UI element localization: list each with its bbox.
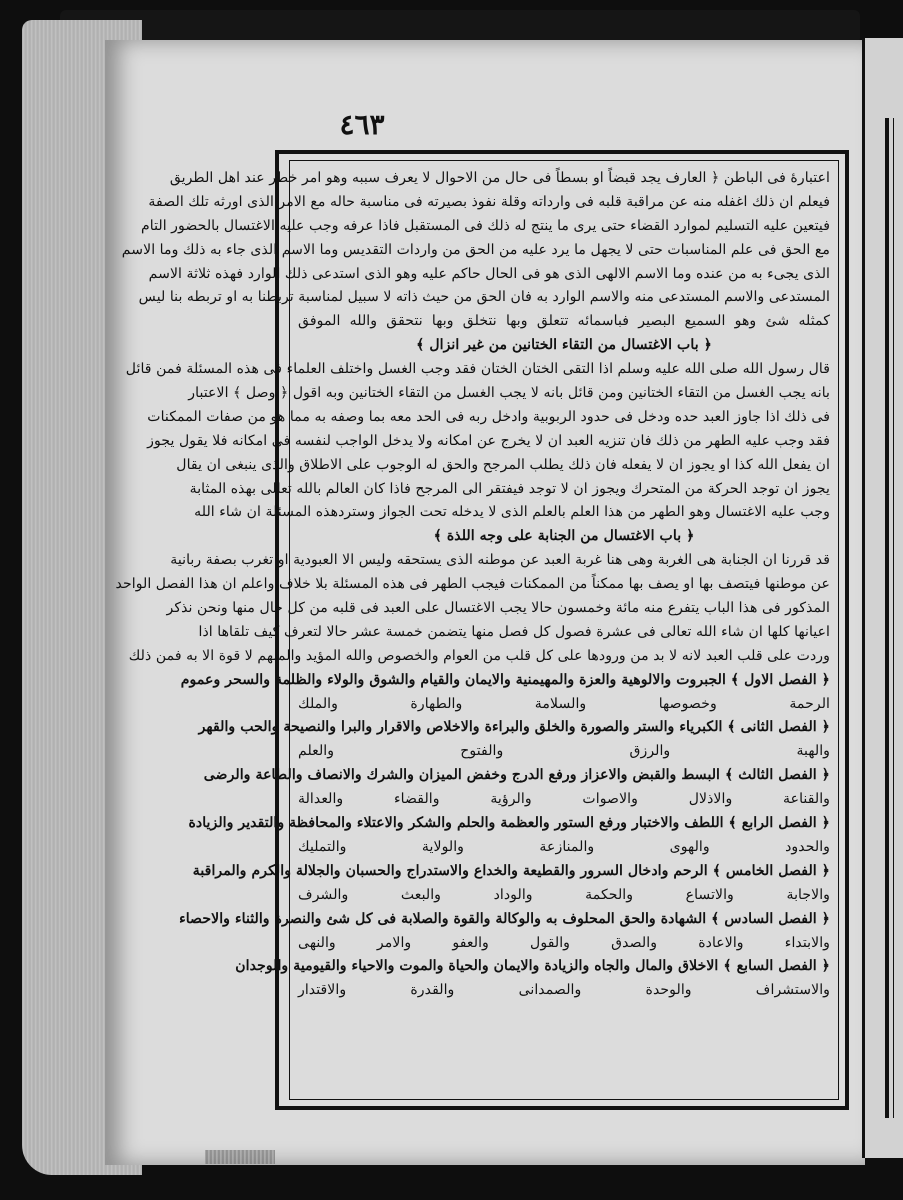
text-line: كمثله شئ وهو السميع البصير فباسمائه تتعلق وبها نتخلق وبها نتحقق والله الموفق	[298, 313, 830, 330]
book-spine-shadow	[60, 10, 860, 44]
text-line: والابتداء والاعادة والصدق والقول والعفو والامر والنهى	[298, 934, 830, 951]
text-line: فيعلم ان ذلك اغفله منه عن مراقبة قلبه فى وارداته وقلة نفوذ بصيرته فى مناسبة حاله مع الامر الذى اورثه تلك الصفة	[148, 193, 830, 210]
facing-page-frame-rule	[885, 118, 889, 1118]
text-line: اعيانها كلها ان شاء الله تعالى فى عشرة فصول كل فصل منها يتضمن خمسة عشر حالا لتعرف كيف تلقاها اذا	[198, 623, 830, 640]
chapter-line: ﴿ الفصل الرابع ﴾ اللطف والاختبار ورفع الستور والعظمة والحلم والشكر والاعتلاء والمحافظة والتقدير والزيادة	[188, 815, 830, 832]
facing-page-edge	[862, 38, 903, 1158]
text-line: بانه يجب الغسل من التقاء الختانين ومن قائل بانه لا يجب الغسل من التقاء الختانين وبه اقول ﴿ وصل ﴾ الاعتبار	[188, 385, 830, 402]
chapter-line: ﴿ الفصل السادس ﴾ الشهادة والحق المحلوف به والوكالة والقوة والصلابة فى كل شئ والنصرة والثناء والاحصاء	[179, 910, 830, 927]
text-line: ان يفعل الله كذا او يجوز ان لا يفعله فان ذلك يطلب المرجح والحق له الوجوب على الاطلاق والذى ينبغى ان يقال	[176, 456, 830, 473]
text-line: وردت على قلب العبد لانه لا بد من ورودها على كل قلب من العوام والخصوص والله المؤيد والملهم لا قوة الا به فمن ذلك	[128, 647, 830, 664]
text-line: المذكور فى هذا الباب يتفرع منه مائة وخمسون حالا يجب الاغتسال على العبد فى قلبه من كل حال منها ونحن نذكر	[166, 600, 830, 617]
chapter-line: ﴿ الفصل الثانى ﴾ الكبرياء والستر والصورة والخلق والبراءة والاخلاص والاقرار والبرا والنصيحة والحب والقهر	[198, 719, 830, 736]
text-line: قد قررنا ان الجنابة هى الغربة وهى هنا غربة العبد عن موطنه الذى يستحقه وليس الا العبودية او تغرب بصفة ربانية	[170, 552, 830, 569]
chapter-line: ﴿ الفصل السابع ﴾ الاخلاق والمال والجاه والزيادة والايمان والحياة والموت والاحياء والقيومية والوجدان	[235, 958, 830, 975]
text-line: عن موطنها فيتصف بها او يصف بها ممكناً من الممكنات فيجب الطهر فى هذه المسئلة بلا خلاف واعلم ان هذا الفصل الواحد	[115, 576, 830, 593]
chapter-line: ﴿ الفصل الثالث ﴾ البسط والقبض والاعزاز ورفع الدرج وخفض الميزان والشرك والانصاف والطاعة والرضى	[203, 767, 830, 784]
text-line: يجوز ان توجد الحركة من المتحرك ويجوز ان لا توجد فيفتقر الى المرجح فاذا كان العالم بالله تعالى بهذه المثابة	[189, 480, 830, 497]
chapter-line: ﴿ الفصل الخامس ﴾ الرحم وادخال السرور والقطيعة والخداع والاستدراج والحسبان والجلالة والكرم والمراقبة	[192, 862, 830, 879]
text-line: مع الحق فى علم المناسبات حتى لا يجهل ما يرد عليه من الحق من واردات التقديس وما الاسم الذى جاء به ذلك وما الاسم	[121, 241, 830, 258]
text-line: والقناعة والاذلال والاصوات والرؤية والقضاء والعدالة	[298, 791, 830, 808]
text-line: اعتبارهٔ فى الباطن ﴿ العارف يجد قبضاً او بسطاً فى حال من الاحوال لا يعرف سببه وهو امر خطر عند اهل الطريق	[169, 170, 830, 186]
text-line: والاجابة والاتساع والحكمة والوداد والبعث والشرف	[298, 886, 830, 903]
text-line: قال رسول الله صلى الله عليه وسلم اذا التقى الختان الختان فقد وجب الغسل واختلف العلماء فى هذه المسئلة فمن قائل	[125, 361, 830, 378]
text-line: فيتعين عليه التسليم لموارد القضاء حتى يرى ما ينتج له ذلك فى المستقبل فاذا عرفه وجب عليه الاغتسال بالحضور التام	[141, 217, 830, 234]
library-stamp	[205, 1150, 275, 1164]
page-number: ٤٦٣	[339, 108, 385, 141]
text-line: المستدعى والاسم المستدعى منه والاسم الوارد به فان الحق من حيث ذاته لا سبيل لمناسبة تربطنا به او تربطه بنا ليس	[138, 289, 830, 306]
text-line: فقد وجب عليه الطهر من ذلك فان تنزيه العبد ان لا يخرج عن امكانه ولا يدخل الواجب لنفسه فى امكانه فلا يقول يجوز	[147, 432, 830, 449]
text-line: فى ذلك اذا جاوز العبد حده ودخل فى حدود الربوبية وادخل ربه فى الحد معه بما وصفه به مما هو من صفات الممكنات	[147, 408, 830, 425]
text-line: والاستشراف والوحدة والصمدانى والقدرة والاقتدار	[298, 982, 830, 999]
text-line: والحدود والهوى والمنازعة والولاية والتمليك	[298, 838, 830, 855]
text-line: وجب عليه الاغتسال وهو الطهر من هذا العلم بالعلم الذى لا يدخله تحت الجواز وستردهذه المسئلة ان شاء الله	[194, 504, 830, 521]
text-block	[115, 160, 839, 1100]
section-heading: ﴿ باب الاغتسال من الجنابة على وجه اللذة ﴾	[433, 528, 695, 545]
text-line: الرحمة وخصوصها والسلامة والطهارة والملك	[298, 695, 830, 712]
section-heading: ﴿ باب الاغتسال من التقاء الختانين من غير انزال ﴾	[416, 337, 712, 354]
facing-page-frame-rule-thin	[893, 118, 894, 1118]
text-line: والهبة والرزق والفتوح والعلم	[298, 743, 830, 760]
chapter-line: ﴿ الفصل الاول ﴾ الجبروت والالوهية والعزة والمهيمنية والايمان والقيام والشوق والولاء والظلمة والسحر وعموم	[180, 671, 830, 688]
text-line: الذى يجىء به من عنده وما الاسم الالهى الذى هو فى الحال حاكم عليه وهو الذى استدعى ذلك الوارد فهذه ثلاثة الاسم	[148, 265, 830, 282]
